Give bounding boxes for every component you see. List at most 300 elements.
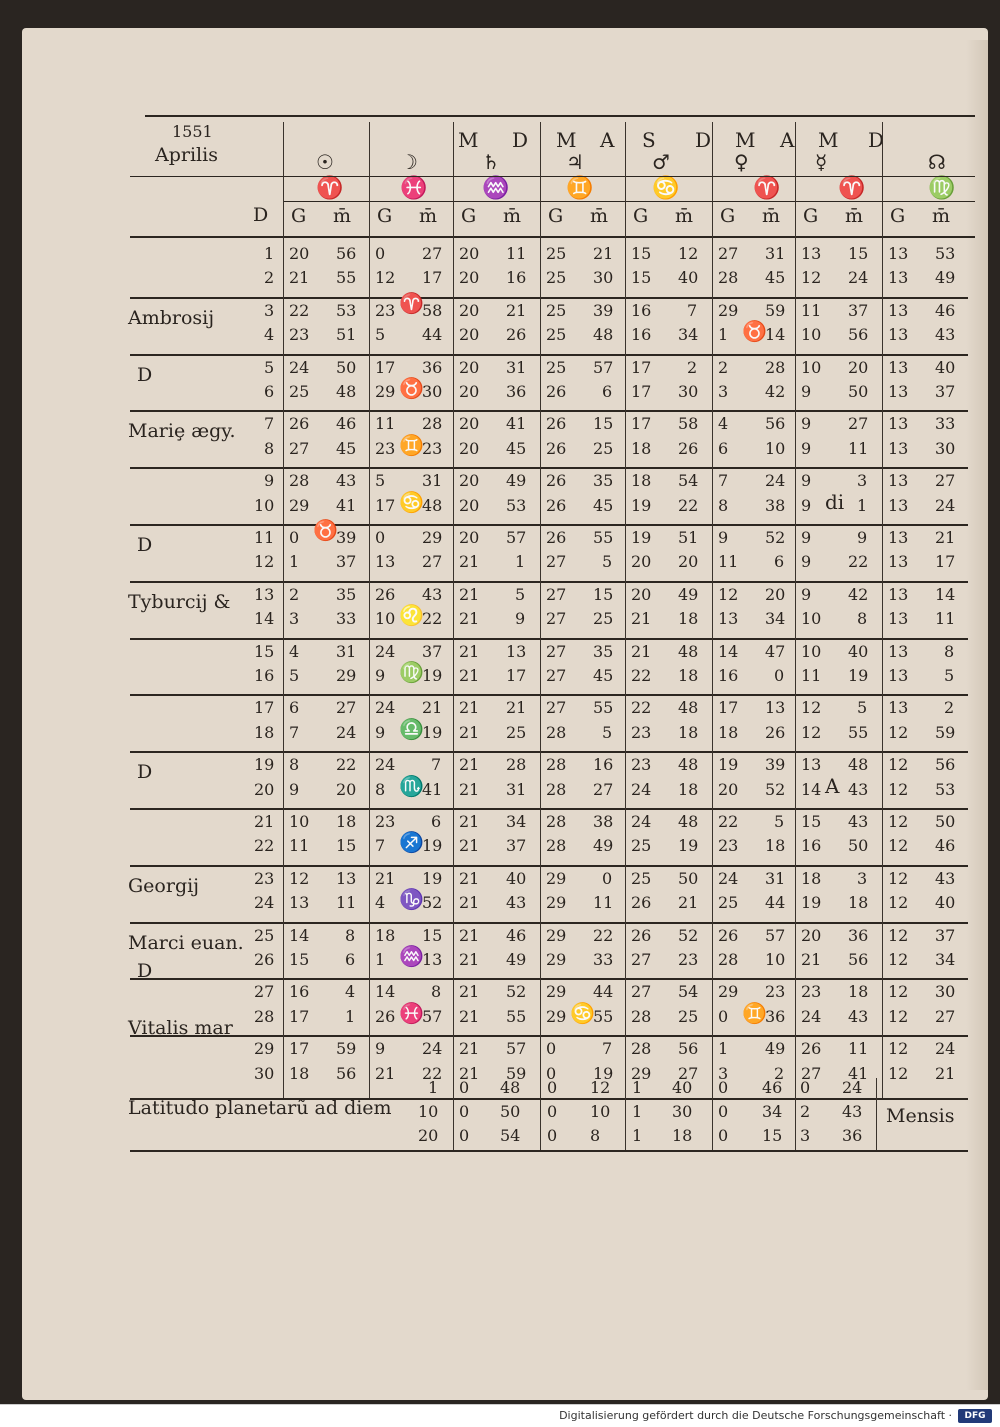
minutes-cell: 24 xyxy=(848,268,869,288)
header-letter: M xyxy=(735,128,756,152)
day-number: 20 xyxy=(254,779,275,799)
minutes-cell: 10 xyxy=(765,438,786,458)
degrees-cell: 27 xyxy=(801,1063,822,1083)
minutes-cell: 43 xyxy=(336,471,357,491)
degrees-cell: 26 xyxy=(546,495,567,515)
minutes-cell: 40 xyxy=(848,641,869,661)
degrees-cell: 27 xyxy=(546,641,567,661)
degrees-cell: 17 xyxy=(375,495,396,515)
minutes-cell: 47 xyxy=(765,641,786,661)
minutes-cell: 56 xyxy=(678,1039,699,1059)
latitude-value: 2 xyxy=(800,1102,811,1121)
minutes-cell: 31 xyxy=(506,357,527,377)
minutes-cell: 44 xyxy=(765,893,786,913)
minutes-cell: 5 xyxy=(774,812,785,831)
day-number: 28 xyxy=(254,1006,275,1026)
minutes-cell: 43 xyxy=(422,584,443,604)
minutes-cell: 19 xyxy=(422,722,443,742)
planet-symbol: ♀ xyxy=(734,150,749,174)
minutes-cell: 37 xyxy=(935,925,956,945)
ingress-sign: ♓ xyxy=(399,1000,424,1025)
minutes-cell: 49 xyxy=(593,836,614,856)
minutes-cell: 24 xyxy=(336,722,357,742)
ingress-sign: ♐ xyxy=(399,830,424,855)
minutes-cell: 29 xyxy=(336,666,357,685)
degrees-cell: 15 xyxy=(289,950,310,969)
minutes-cell: 22 xyxy=(678,495,699,515)
minutes-cell: 41 xyxy=(848,1063,869,1083)
degrees-cell: 13 xyxy=(888,414,909,434)
minutes-cell: 18 xyxy=(848,893,869,913)
minutes-cell: 21 xyxy=(935,528,956,547)
minutes-cell: 9 xyxy=(857,528,868,547)
minutes-cell: 5 xyxy=(602,722,613,742)
degrees-cell: 2 xyxy=(718,357,729,377)
ingress-sign: ♒ xyxy=(399,944,424,968)
latitude-label: Latitudo planetarũ ad diem xyxy=(128,1097,392,1119)
minutes-cell: 15 xyxy=(593,584,614,604)
latitude-value: 40 xyxy=(672,1078,693,1097)
minutes-cell: 31 xyxy=(765,244,786,263)
degrees-cell: 27 xyxy=(631,950,652,969)
rule xyxy=(130,297,968,299)
feast-label: D xyxy=(137,761,153,784)
minutes-cell: 26 xyxy=(678,438,699,458)
minutes-cell: 21 xyxy=(506,698,527,718)
latitude-value: 18 xyxy=(672,1126,693,1145)
day-number: 16 xyxy=(254,666,275,685)
minutes-cell: 19 xyxy=(848,666,869,685)
degrees-cell: 15 xyxy=(631,268,652,288)
minutes-cell: 19 xyxy=(422,836,443,856)
minutes-cell: 26 xyxy=(765,722,786,742)
degrees-cell: 10 xyxy=(801,641,822,661)
degrees-cell: 28 xyxy=(289,471,310,491)
day-number: 12 xyxy=(254,552,275,572)
minutes-cell: 13 xyxy=(422,950,443,969)
minutes-cell: 20 xyxy=(678,552,699,572)
degrees-cell: 0 xyxy=(546,1063,557,1083)
degrees-cell: 17 xyxy=(718,698,739,718)
degrees-cell: 20 xyxy=(631,552,652,572)
minutes-cell: 7 xyxy=(431,755,442,775)
ingress-sign: ♏ xyxy=(399,773,424,798)
degrees-cell: 21 xyxy=(459,950,480,969)
degrees-cell: 22 xyxy=(631,698,652,718)
degrees-cell: 29 xyxy=(718,300,739,320)
minutes-cell: 36 xyxy=(765,1006,786,1026)
degrees-cell: 12 xyxy=(888,812,909,831)
header-letter: M xyxy=(818,128,839,152)
ingress-sign: ♋ xyxy=(570,1000,595,1025)
degrees-cell: 19 xyxy=(801,893,822,913)
ingress-sign: di xyxy=(825,489,845,514)
minutes-cell: 40 xyxy=(678,268,699,288)
minutes-cell: 5 xyxy=(515,584,526,604)
column-rule xyxy=(712,122,713,1098)
minutes-cell: 5 xyxy=(944,666,955,685)
feast-label: Mariȩ ægy. xyxy=(128,420,236,443)
degrees-cell: 20 xyxy=(718,779,739,799)
feast-label: D xyxy=(137,363,153,386)
degrees-cell: 13 xyxy=(888,325,909,345)
day-number: 29 xyxy=(254,1039,275,1059)
day-number: 24 xyxy=(254,893,275,913)
minutes-cell: 6 xyxy=(602,382,613,401)
header-g: G xyxy=(720,205,736,227)
minutes-cell: 11 xyxy=(848,438,869,458)
minutes-cell: 48 xyxy=(422,495,443,515)
degrees-cell: 16 xyxy=(801,836,822,856)
minutes-cell: 15 xyxy=(336,836,357,856)
degrees-cell: 29 xyxy=(546,982,567,1002)
degrees-cell: 4 xyxy=(718,414,729,434)
day-number: 6 xyxy=(264,382,275,401)
degrees-cell: 11 xyxy=(801,666,822,685)
day-number: 18 xyxy=(254,722,275,742)
minutes-cell: 50 xyxy=(935,812,956,831)
degrees-cell: 29 xyxy=(631,1063,652,1083)
degrees-cell: 12 xyxy=(888,755,909,775)
minutes-cell: 48 xyxy=(336,382,357,401)
minutes-cell: 36 xyxy=(422,357,443,377)
minutes-cell: 1 xyxy=(345,1006,356,1026)
degrees-cell: 13 xyxy=(801,755,822,775)
day-number: 3 xyxy=(264,300,275,320)
zodiac-sign: ♋ xyxy=(652,176,680,201)
degrees-cell: 1 xyxy=(718,1039,729,1059)
minutes-cell: 21 xyxy=(422,698,443,718)
rule xyxy=(130,922,968,924)
minutes-cell: 23 xyxy=(678,950,699,969)
column-rule xyxy=(453,1078,454,1150)
minutes-cell: 22 xyxy=(422,609,443,629)
degrees-cell: 13 xyxy=(888,268,909,288)
minutes-cell: 58 xyxy=(422,300,443,320)
minutes-cell: 28 xyxy=(422,414,443,434)
minutes-cell: 57 xyxy=(765,925,786,945)
degrees-cell: 13 xyxy=(888,382,909,401)
day-number: 30 xyxy=(254,1063,275,1083)
degrees-cell: 13 xyxy=(375,552,396,572)
day-number: 22 xyxy=(254,836,275,856)
minutes-cell: 19 xyxy=(422,666,443,685)
minutes-cell: 49 xyxy=(506,471,527,491)
minutes-cell: 18 xyxy=(336,812,357,831)
zodiac-sign: ♍ xyxy=(928,176,956,201)
degrees-cell: 25 xyxy=(546,300,567,320)
feast-label: Tyburcij & xyxy=(128,590,231,613)
minutes-cell: 28 xyxy=(765,357,786,377)
ingress-sign: ♉ xyxy=(742,319,767,344)
ingress-sign: ♎ xyxy=(399,716,424,741)
degrees-cell: 13 xyxy=(888,438,909,458)
feast-label: D xyxy=(137,534,153,556)
degrees-cell: 6 xyxy=(289,698,300,718)
minutes-cell: 37 xyxy=(848,300,869,320)
degrees-cell: 13 xyxy=(888,698,909,718)
degrees-cell: 9 xyxy=(801,495,812,515)
degrees-cell: 0 xyxy=(546,1039,557,1059)
degrees-cell: 12 xyxy=(888,925,909,945)
degrees-cell: 23 xyxy=(289,325,310,345)
degrees-cell: 21 xyxy=(801,950,822,969)
latitude-value: 46 xyxy=(762,1078,783,1097)
degrees-cell: 13 xyxy=(801,244,822,263)
degrees-cell: 16 xyxy=(718,666,739,685)
latitude-value: 1 xyxy=(632,1102,643,1121)
degrees-cell: 12 xyxy=(888,1063,909,1083)
minutes-cell: 27 xyxy=(422,244,443,263)
degrees-cell: 20 xyxy=(459,382,480,401)
degrees-cell: 10 xyxy=(375,609,396,629)
latitude-value: 43 xyxy=(842,1102,863,1121)
minutes-cell: 24 xyxy=(765,471,786,491)
degrees-cell: 12 xyxy=(801,268,822,288)
minutes-cell: 14 xyxy=(935,584,956,604)
minutes-cell: 59 xyxy=(935,722,956,742)
minutes-cell: 17 xyxy=(935,552,956,572)
degrees-cell: 21 xyxy=(459,584,480,604)
minutes-cell: 55 xyxy=(506,1006,527,1026)
header-m: m̄ xyxy=(675,205,694,227)
ingress-sign: ♉ xyxy=(313,518,338,542)
latitude-value: 34 xyxy=(762,1102,783,1121)
degrees-cell: 6 xyxy=(718,438,729,458)
minutes-cell: 41 xyxy=(422,779,443,799)
degrees-cell: 9 xyxy=(375,1039,386,1059)
minutes-cell: 56 xyxy=(848,950,869,969)
degrees-cell: 8 xyxy=(718,495,729,515)
header-letter: S xyxy=(642,128,656,152)
degrees-cell: 19 xyxy=(718,755,739,775)
minutes-cell: 20 xyxy=(765,584,786,604)
header-g: G xyxy=(461,205,477,227)
degrees-cell: 12 xyxy=(801,698,822,718)
minutes-cell: 3 xyxy=(857,471,868,491)
degrees-cell: 17 xyxy=(631,414,652,434)
planet-symbol: ☽ xyxy=(400,150,418,174)
minutes-cell: 57 xyxy=(506,1039,527,1059)
minutes-cell: 1 xyxy=(857,495,868,515)
minutes-cell: 17 xyxy=(422,268,443,288)
minutes-cell: 54 xyxy=(678,982,699,1002)
planet-symbol: ♃ xyxy=(566,150,584,174)
degrees-cell: 12 xyxy=(888,868,909,888)
degrees-cell: 22 xyxy=(631,666,652,685)
minutes-cell: 45 xyxy=(506,438,527,458)
minutes-cell: 15 xyxy=(422,925,443,945)
minutes-cell: 30 xyxy=(593,268,614,288)
minutes-cell: 25 xyxy=(593,609,614,629)
header-letter: M xyxy=(556,128,577,152)
minutes-cell: 25 xyxy=(593,438,614,458)
degrees-cell: 21 xyxy=(289,268,310,288)
planet-symbol: ♂ xyxy=(652,150,670,174)
degrees-cell: 20 xyxy=(459,414,480,434)
header-letter: D xyxy=(512,128,529,152)
minutes-cell: 27 xyxy=(678,1063,699,1083)
minutes-cell: 11 xyxy=(593,893,614,913)
degrees-cell: 24 xyxy=(375,641,396,661)
planet-symbol: ☊ xyxy=(928,150,946,174)
day-number: 4 xyxy=(264,325,275,345)
minutes-cell: 54 xyxy=(678,471,699,491)
degrees-cell: 10 xyxy=(801,609,822,629)
minutes-cell: 43 xyxy=(506,893,527,913)
latitude-value: 12 xyxy=(590,1078,611,1097)
rule xyxy=(130,1035,968,1037)
degrees-cell: 4 xyxy=(289,641,300,661)
rule xyxy=(130,808,968,810)
minutes-cell: 19 xyxy=(422,868,443,888)
degrees-cell: 25 xyxy=(546,244,567,263)
latitude-value: 24 xyxy=(842,1078,863,1097)
ingress-sign: ♍ xyxy=(399,660,424,684)
degrees-cell: 21 xyxy=(375,868,396,888)
degrees-cell: 18 xyxy=(375,925,396,945)
minutes-cell: 24 xyxy=(935,1039,956,1059)
mensis-label: Mensis xyxy=(886,1105,955,1127)
day-number: 9 xyxy=(264,471,275,491)
minutes-cell: 35 xyxy=(593,641,614,661)
column-rule xyxy=(369,122,370,1098)
degrees-cell: 5 xyxy=(375,325,386,345)
degrees-cell: 20 xyxy=(459,528,480,547)
latitude-value: 50 xyxy=(500,1102,521,1121)
degrees-cell: 14 xyxy=(718,641,739,661)
degrees-cell: 23 xyxy=(375,300,396,320)
degrees-cell: 9 xyxy=(801,414,812,434)
minutes-cell: 48 xyxy=(593,325,614,345)
minutes-cell: 49 xyxy=(678,584,699,604)
minutes-cell: 18 xyxy=(678,779,699,799)
latitude-value: 0 xyxy=(459,1126,470,1145)
degrees-cell: 21 xyxy=(459,1063,480,1083)
degrees-cell: 21 xyxy=(459,755,480,775)
feast-label: D xyxy=(137,960,153,982)
header-letter: M xyxy=(458,128,479,152)
degrees-cell: 12 xyxy=(888,836,909,856)
degrees-cell: 25 xyxy=(546,325,567,345)
degrees-cell: 27 xyxy=(546,552,567,572)
latitude-value: 1 xyxy=(632,1126,643,1145)
degrees-cell: 19 xyxy=(631,528,652,547)
degrees-cell: 28 xyxy=(631,1006,652,1026)
column-rule xyxy=(876,1078,877,1150)
minutes-cell: 27 xyxy=(593,779,614,799)
degrees-cell: 28 xyxy=(546,722,567,742)
minutes-cell: 20 xyxy=(336,779,357,799)
minutes-cell: 34 xyxy=(678,325,699,345)
minutes-cell: 16 xyxy=(506,268,527,288)
minutes-cell: 14 xyxy=(765,325,786,345)
minutes-cell: 6 xyxy=(774,552,785,572)
degrees-cell: 18 xyxy=(801,868,822,888)
header-letter: A xyxy=(780,128,795,152)
minutes-cell: 59 xyxy=(765,300,786,320)
minutes-cell: 2 xyxy=(944,698,955,718)
minutes-cell: 27 xyxy=(848,414,869,434)
degrees-cell: 26 xyxy=(546,438,567,458)
degrees-cell: 12 xyxy=(888,779,909,799)
degrees-cell: 21 xyxy=(375,1063,396,1083)
header-letter: D xyxy=(868,128,885,152)
header-g: G xyxy=(633,205,649,227)
degrees-cell: 29 xyxy=(718,982,739,1002)
minutes-cell: 5 xyxy=(602,552,613,572)
minutes-cell: 3 xyxy=(857,868,868,888)
degrees-cell: 17 xyxy=(289,1006,310,1026)
minutes-cell: 38 xyxy=(765,495,786,515)
minutes-cell: 8 xyxy=(431,982,442,1002)
minutes-cell: 15 xyxy=(593,414,614,434)
minutes-cell: 26 xyxy=(506,325,527,345)
degrees-cell: 20 xyxy=(459,471,480,491)
minutes-cell: 57 xyxy=(422,1006,443,1026)
degrees-cell: 17 xyxy=(289,1039,310,1059)
degrees-cell: 27 xyxy=(546,609,567,629)
day-number: 15 xyxy=(254,641,275,661)
latitude-value: 30 xyxy=(672,1102,693,1121)
latitude-day: 10 xyxy=(418,1102,439,1121)
day-number: 25 xyxy=(254,925,275,945)
ingress-sign: ♊ xyxy=(742,1000,767,1025)
minutes-cell: 21 xyxy=(935,1063,956,1083)
degrees-cell: 20 xyxy=(459,244,480,263)
degrees-cell: 29 xyxy=(546,893,567,913)
rule xyxy=(283,201,975,202)
degrees-cell: 13 xyxy=(888,244,909,263)
funding-credit: Digitalisierung gefördert durch die Deutsche Forschungsgemeinschaft · xyxy=(559,1409,952,1422)
degrees-cell: 3 xyxy=(718,382,729,401)
rule xyxy=(145,115,975,117)
latitude-value: 1 xyxy=(632,1078,643,1097)
day-number: 8 xyxy=(264,438,275,458)
day-number: 19 xyxy=(254,755,275,775)
degrees-cell: 22 xyxy=(718,812,739,831)
minutes-cell: 45 xyxy=(593,495,614,515)
degrees-cell: 21 xyxy=(459,925,480,945)
minutes-cell: 56 xyxy=(336,1063,357,1083)
latitude-value: 48 xyxy=(500,1078,521,1097)
header-g: G xyxy=(548,205,564,227)
degrees-cell: 27 xyxy=(546,666,567,685)
degrees-cell: 21 xyxy=(459,836,480,856)
zodiac-sign: ♈ xyxy=(753,176,781,201)
minutes-cell: 23 xyxy=(422,438,443,458)
minutes-cell: 0 xyxy=(602,868,613,888)
ingress-sign: ♌ xyxy=(399,603,424,628)
degrees-cell: 12 xyxy=(375,268,396,288)
latitude-value: 15 xyxy=(762,1126,783,1145)
minutes-cell: 52 xyxy=(506,982,527,1002)
minutes-cell: 17 xyxy=(506,666,527,685)
day-number: 7 xyxy=(264,414,275,434)
minutes-cell: 22 xyxy=(848,552,869,572)
degrees-cell: 20 xyxy=(459,495,480,515)
degrees-cell: 12 xyxy=(801,722,822,742)
degrees-cell: 9 xyxy=(375,722,386,742)
minutes-cell: 41 xyxy=(506,414,527,434)
degrees-cell: 13 xyxy=(289,893,310,913)
degrees-cell: 18 xyxy=(718,722,739,742)
degrees-cell: 21 xyxy=(459,666,480,685)
minutes-cell: 22 xyxy=(422,1063,443,1083)
minutes-cell: 33 xyxy=(935,414,956,434)
degrees-cell: 27 xyxy=(718,244,739,263)
header-g: G xyxy=(890,205,906,227)
